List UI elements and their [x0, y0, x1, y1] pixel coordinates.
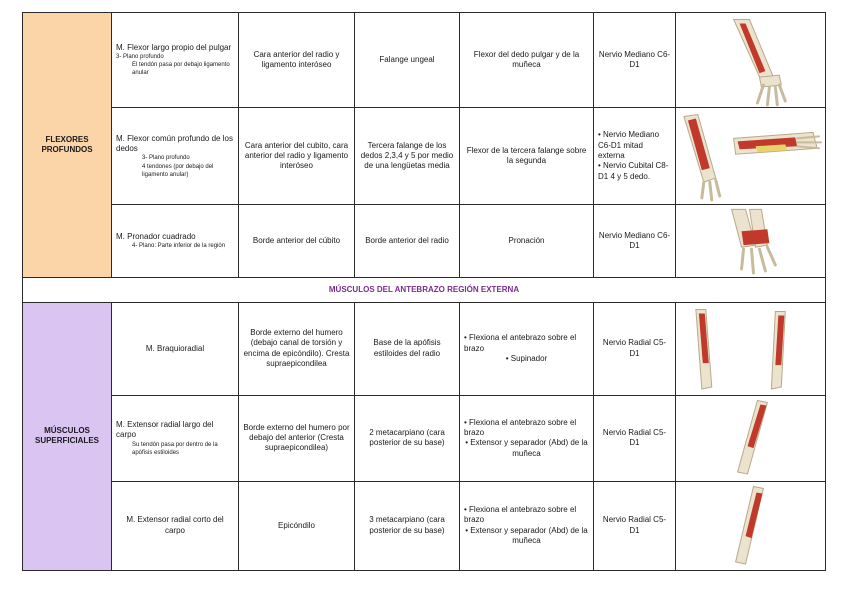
extensor-carpi-radialis-brevis-illustration [676, 482, 825, 570]
muscle-note: 4 tendones (por debajo del ligamento anular) [142, 163, 214, 178]
action-cell [460, 481, 594, 570]
muscle-name-text: M. Extensor radial largo del carpo [116, 419, 214, 440]
muscle-illustration [676, 481, 826, 570]
action-item: • Extensor y separador (Abd) de la muñeca [465, 438, 588, 458]
table-row [23, 278, 826, 302]
insertion-cell: Falange ungeal [355, 13, 460, 108]
table-row [23, 481, 826, 570]
origin-cell: Cara anterior del radio y ligamento interóseo [239, 13, 355, 108]
action-item: • Flexiona el antebrazo sobre el brazo [464, 333, 577, 353]
action-cell [460, 396, 594, 481]
insertion-cell: 2 metacarpiano (cara posterior de su base) [355, 396, 460, 481]
origin-cell: Cara anterior del cubito, cara anterior del radio y ligamento interóseo [239, 108, 355, 204]
group-musculos-superficiales: MÚSCULOS SUPERFICIALES [23, 302, 112, 570]
muscle-name-text: M. Pronador cuadrado [116, 231, 196, 241]
muscle-illustration [676, 108, 826, 204]
muscle-note: 4- Plano: Parte inferior de la región [132, 243, 226, 250]
muscle-illustration [676, 302, 826, 395]
action-item: • Extensor y separador (Abd) de la muñeca [465, 525, 588, 546]
nerve-cell [594, 108, 676, 204]
origin-cell: Borde externo del humero (debajo canal de torsión y encima de epicóndilo). Cresta supraepicondilea [239, 302, 355, 395]
muscle-name-text: M. Flexor largo propio del pulgar [116, 42, 232, 52]
nerve-cell: Nervio Mediano C6-D1 [594, 204, 676, 277]
muscle-note: 3- Plano profundo [142, 155, 190, 162]
brachioradialis-illustration [676, 303, 825, 395]
action-item: • Flexiona el antebrazo sobre el brazo [464, 504, 577, 525]
nerve-item: • Nervio Mediano C6-D1 mitad externa [598, 130, 660, 161]
muscle-name [112, 204, 239, 277]
muscle-name [112, 13, 239, 108]
muscle-name [112, 302, 239, 395]
muscle-illustration [676, 13, 826, 108]
action-cell: Flexor de la tercera falange sobre la segunda [460, 108, 594, 204]
origin-cell: Epicóndilo [239, 481, 355, 570]
table-row [23, 13, 826, 108]
action-cell: Flexor del dedo pulgar y de la muñeca [460, 13, 594, 108]
flexor-digitorum-profundus-illustration [676, 108, 825, 203]
table-row [23, 204, 826, 277]
muscle-name [112, 396, 239, 481]
insertion-cell: Borde anterior del radio [355, 204, 460, 277]
action-cell [460, 302, 594, 395]
insertion-cell: Base de la apófisis estiloides del radio [355, 302, 460, 395]
muscle-name [112, 108, 239, 204]
nerve-item: • Nervio Cubital C8-D1 4 y 5 dedo. [598, 161, 669, 181]
group-flexores-profundos: FLEXORES PROFUNDOS [23, 13, 112, 278]
action-item: • Flexiona el antebrazo sobre el brazo [464, 417, 577, 437]
nerve-cell: Nervio Mediano C6-D1 [594, 13, 676, 108]
muscle-name-text: M. Flexor común profundo de los dedos [116, 133, 233, 154]
section-title: MÚSCULOS DEL ANTEBRAZO REGIÓN EXTERNA [23, 278, 826, 302]
extensor-carpi-radialis-longus-illustration [676, 396, 825, 480]
nerve-cell: Nervio Radial C5-D1 [594, 302, 676, 395]
origin-cell: Borde anterior del cúbito [239, 204, 355, 277]
muscle-name-text: M. Braquioradial [145, 343, 205, 353]
table-row [23, 302, 826, 395]
muscle-note: 3- Plano profundo [116, 54, 164, 61]
muscle-name [112, 481, 239, 570]
muscle-note: El tendón pasa por debajo ligamento anular [132, 62, 230, 77]
table-row [23, 396, 826, 481]
action-cell: Pronación [460, 204, 594, 277]
muscle-illustration [676, 204, 826, 277]
pronator-quadratus-illustration [676, 205, 825, 277]
nerve-cell: Nervio Radial C5-D1 [594, 396, 676, 481]
action-item: • Supinador [505, 354, 548, 364]
flexor-pollicis-illustration [676, 13, 825, 107]
nerve-cell: Nervio Radial C5-D1 [594, 481, 676, 570]
origin-cell: Borde externo del humero por debajo del anterior (Cresta supraepicondilea) [239, 396, 355, 481]
insertion-cell: 3 metacarpiano (cara posterior de su base) [355, 481, 460, 570]
table-row [23, 108, 826, 204]
muscle-name-text: M. Extensor radial corto del carpo [126, 515, 224, 535]
muscle-illustration [676, 396, 826, 481]
muscle-table [22, 12, 826, 571]
muscle-note: Su tendón pasa por dentro de la apófisis estiloides [132, 441, 218, 456]
insertion-cell: Tercera falange de los dedos 2,3,4 y 5 por medio de una lengüetas media [355, 108, 460, 204]
